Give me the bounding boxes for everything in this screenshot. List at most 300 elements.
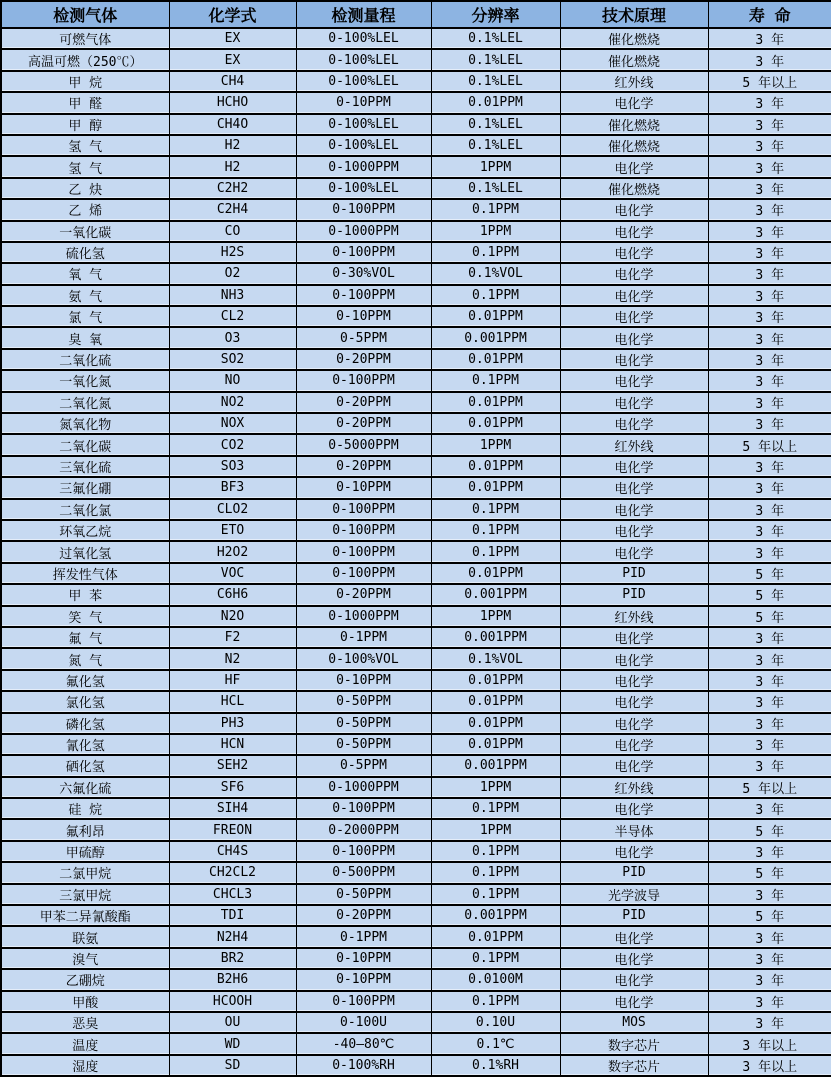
cell-detection-range: 0-50PPM (296, 734, 431, 755)
cell-detection-range: 0-100%VOL (296, 648, 431, 669)
cell-gas-name: 恶臭 (1, 1012, 169, 1033)
cell-chemical-formula: C6H6 (169, 584, 296, 605)
cell-chemical-formula: CH4 (169, 71, 296, 92)
table-row (1, 392, 831, 413)
cell-resolution: 0.1%LEL (431, 135, 560, 156)
table-row (1, 520, 831, 541)
cell-gas-name: 一氧化碳 (1, 221, 169, 242)
cell-lifespan: 3 年 (708, 28, 831, 49)
cell-technology: 电化学 (560, 370, 708, 391)
cell-gas-name: 硫化氢 (1, 242, 169, 263)
cell-gas-name: 二氧化氯 (1, 499, 169, 520)
cell-technology: 电化学 (560, 92, 708, 113)
cell-chemical-formula: H2 (169, 135, 296, 156)
cell-resolution: 0.1PPM (431, 520, 560, 541)
cell-gas-name: 过氧化氢 (1, 541, 169, 562)
table-row (1, 648, 831, 669)
cell-lifespan: 3 年 (708, 49, 831, 70)
table-row (1, 777, 831, 798)
table-row (1, 969, 831, 990)
cell-resolution: 0.1PPM (431, 242, 560, 263)
cell-technology: 电化学 (560, 627, 708, 648)
cell-chemical-formula: NO (169, 370, 296, 391)
cell-technology: 电化学 (560, 926, 708, 947)
cell-lifespan: 3 年 (708, 884, 831, 905)
cell-resolution: 0.1%VOL (431, 648, 560, 669)
cell-technology: 光学波导 (560, 884, 708, 905)
cell-technology: 电化学 (560, 541, 708, 562)
cell-lifespan: 3 年 (708, 156, 831, 177)
cell-technology: 红外线 (560, 71, 708, 92)
cell-chemical-formula: CO2 (169, 434, 296, 455)
cell-resolution: 0.1%LEL (431, 114, 560, 135)
cell-detection-range: 0-100PPM (296, 199, 431, 220)
cell-chemical-formula: N2H4 (169, 926, 296, 947)
table-body (1, 28, 831, 1076)
cell-gas-name: 二氧化硫 (1, 349, 169, 370)
table-row (1, 734, 831, 755)
cell-gas-name: 乙 炔 (1, 178, 169, 199)
cell-lifespan: 3 年 (708, 499, 831, 520)
cell-chemical-formula: N2 (169, 648, 296, 669)
cell-technology: 催化燃烧 (560, 135, 708, 156)
cell-lifespan: 3 年 (708, 477, 831, 498)
cell-gas-name: 温度 (1, 1033, 169, 1054)
cell-lifespan: 5 年 (708, 905, 831, 926)
cell-chemical-formula: CHCL3 (169, 884, 296, 905)
cell-technology: 电化学 (560, 456, 708, 477)
cell-detection-range: -40—80℃ (296, 1033, 431, 1054)
cell-gas-name: 三氟化硼 (1, 477, 169, 498)
cell-gas-name: 氟 气 (1, 627, 169, 648)
cell-gas-name: 氮氧化物 (1, 413, 169, 434)
cell-detection-range: 0-5PPM (296, 327, 431, 348)
cell-technology: 电化学 (560, 670, 708, 691)
cell-lifespan: 3 年 (708, 135, 831, 156)
cell-detection-range: 0-10PPM (296, 92, 431, 113)
cell-chemical-formula: HCHO (169, 92, 296, 113)
cell-chemical-formula: EX (169, 49, 296, 70)
cell-technology: 电化学 (560, 349, 708, 370)
cell-lifespan: 3 年 (708, 285, 831, 306)
cell-technology: 电化学 (560, 798, 708, 819)
table-row (1, 1012, 831, 1033)
cell-gas-name: 联氨 (1, 926, 169, 947)
table-row (1, 948, 831, 969)
cell-resolution: 0.1PPM (431, 991, 560, 1012)
table-row (1, 862, 831, 883)
cell-resolution: 0.1PPM (431, 370, 560, 391)
cell-chemical-formula: CH2CL2 (169, 862, 296, 883)
cell-gas-name: 氢 气 (1, 135, 169, 156)
cell-detection-range: 0-100%LEL (296, 114, 431, 135)
cell-detection-range: 0-10PPM (296, 670, 431, 691)
cell-detection-range: 0-1000PPM (296, 156, 431, 177)
table-row (1, 926, 831, 947)
cell-lifespan: 3 年以上 (708, 1055, 831, 1076)
cell-gas-name: 高温可燃（250℃） (1, 49, 169, 70)
cell-detection-range: 0-100PPM (296, 563, 431, 584)
cell-gas-name: 溴气 (1, 948, 169, 969)
cell-chemical-formula: BF3 (169, 477, 296, 498)
table-row (1, 199, 831, 220)
cell-technology: 电化学 (560, 413, 708, 434)
cell-resolution: 0.1%LEL (431, 178, 560, 199)
cell-lifespan: 3 年 (708, 691, 831, 712)
cell-detection-range: 0-100PPM (296, 285, 431, 306)
cell-detection-range: 0-10PPM (296, 948, 431, 969)
table-row (1, 670, 831, 691)
table-row (1, 541, 831, 562)
cell-technology: 数字芯片 (560, 1033, 708, 1054)
cell-detection-range: 0-100PPM (296, 499, 431, 520)
cell-gas-name: 笑 气 (1, 606, 169, 627)
cell-technology: 电化学 (560, 499, 708, 520)
cell-detection-range: 0-10PPM (296, 477, 431, 498)
cell-detection-range: 0-100%RH (296, 1055, 431, 1076)
cell-technology: 电化学 (560, 755, 708, 776)
table-row (1, 1055, 831, 1076)
cell-resolution: 0.01PPM (431, 392, 560, 413)
cell-chemical-formula: FREON (169, 819, 296, 840)
table-row (1, 156, 831, 177)
cell-resolution: 0.0100M (431, 969, 560, 990)
cell-gas-name: 氮 气 (1, 648, 169, 669)
cell-lifespan: 3 年 (708, 670, 831, 691)
cell-chemical-formula: HCL (169, 691, 296, 712)
cell-lifespan: 5 年以上 (708, 71, 831, 92)
cell-technology: PID (560, 905, 708, 926)
cell-technology: 电化学 (560, 713, 708, 734)
cell-resolution: 0.10U (431, 1012, 560, 1033)
cell-resolution: 0.01PPM (431, 306, 560, 327)
table-row (1, 691, 831, 712)
table-row (1, 991, 831, 1012)
cell-chemical-formula: B2H6 (169, 969, 296, 990)
cell-detection-range: 0-100%LEL (296, 178, 431, 199)
column-header-3: 分辨率 (431, 1, 560, 28)
cell-detection-range: 0-500PPM (296, 862, 431, 883)
cell-technology: 电化学 (560, 285, 708, 306)
cell-lifespan: 3 年 (708, 734, 831, 755)
cell-resolution: 0.01PPM (431, 456, 560, 477)
table-row (1, 263, 831, 284)
cell-lifespan: 5 年 (708, 606, 831, 627)
cell-chemical-formula: WD (169, 1033, 296, 1054)
cell-gas-name: 氯 气 (1, 306, 169, 327)
table-row (1, 884, 831, 905)
table-row (1, 841, 831, 862)
cell-detection-range: 0-100PPM (296, 541, 431, 562)
cell-detection-range: 0-100%LEL (296, 28, 431, 49)
cell-lifespan: 3 年 (708, 520, 831, 541)
cell-detection-range: 0-100%LEL (296, 135, 431, 156)
cell-lifespan: 3 年 (708, 541, 831, 562)
cell-lifespan: 5 年 (708, 862, 831, 883)
cell-detection-range: 0-100PPM (296, 370, 431, 391)
cell-detection-range: 0-1000PPM (296, 221, 431, 242)
cell-gas-name: 三氧化硫 (1, 456, 169, 477)
table-row (1, 819, 831, 840)
cell-gas-name: 甲 苯 (1, 584, 169, 605)
cell-technology: 电化学 (560, 221, 708, 242)
cell-chemical-formula: ETO (169, 520, 296, 541)
table-header (1, 1, 831, 28)
table-row (1, 370, 831, 391)
cell-chemical-formula: C2H4 (169, 199, 296, 220)
cell-chemical-formula: N2O (169, 606, 296, 627)
cell-chemical-formula: BR2 (169, 948, 296, 969)
cell-resolution: 0.1PPM (431, 541, 560, 562)
table-row (1, 114, 831, 135)
cell-chemical-formula: OU (169, 1012, 296, 1033)
cell-gas-name: 硒化氢 (1, 755, 169, 776)
cell-lifespan: 3 年 (708, 648, 831, 669)
table-row (1, 28, 831, 49)
cell-lifespan: 3 年 (708, 841, 831, 862)
cell-chemical-formula: PH3 (169, 713, 296, 734)
cell-lifespan: 3 年 (708, 456, 831, 477)
cell-technology: 电化学 (560, 263, 708, 284)
cell-chemical-formula: SD (169, 1055, 296, 1076)
cell-chemical-formula: H2O2 (169, 541, 296, 562)
table-row (1, 178, 831, 199)
cell-lifespan: 3 年 (708, 306, 831, 327)
cell-resolution: 0.001PPM (431, 627, 560, 648)
cell-lifespan: 3 年 (708, 991, 831, 1012)
cell-technology: 电化学 (560, 156, 708, 177)
table-row (1, 477, 831, 498)
cell-resolution: 0.1PPM (431, 499, 560, 520)
cell-detection-range: 0-100PPM (296, 991, 431, 1012)
cell-lifespan: 5 年 (708, 819, 831, 840)
cell-resolution: 0.001PPM (431, 327, 560, 348)
cell-gas-name: 氟利昂 (1, 819, 169, 840)
cell-gas-name: 三氯甲烷 (1, 884, 169, 905)
cell-chemical-formula: SF6 (169, 777, 296, 798)
cell-technology: 红外线 (560, 434, 708, 455)
cell-detection-range: 0-2000PPM (296, 819, 431, 840)
cell-technology: 电化学 (560, 691, 708, 712)
cell-resolution: 0.1%RH (431, 1055, 560, 1076)
cell-lifespan: 3 年 (708, 798, 831, 819)
cell-resolution: 0.01PPM (431, 563, 560, 584)
cell-lifespan: 5 年以上 (708, 434, 831, 455)
cell-lifespan: 3 年 (708, 926, 831, 947)
cell-resolution: 1PPM (431, 434, 560, 455)
cell-technology: 催化燃烧 (560, 28, 708, 49)
cell-resolution: 0.01PPM (431, 713, 560, 734)
cell-resolution: 0.001PPM (431, 584, 560, 605)
cell-chemical-formula: HF (169, 670, 296, 691)
cell-resolution: 0.01PPM (431, 349, 560, 370)
cell-gas-name: 甲酸 (1, 991, 169, 1012)
cell-detection-range: 0-100U (296, 1012, 431, 1033)
table-row (1, 456, 831, 477)
cell-resolution: 0.1%LEL (431, 28, 560, 49)
cell-technology: 电化学 (560, 327, 708, 348)
cell-lifespan: 3 年 (708, 263, 831, 284)
cell-technology: PID (560, 862, 708, 883)
cell-resolution: 0.1%LEL (431, 71, 560, 92)
cell-chemical-formula: EX (169, 28, 296, 49)
table-row (1, 221, 831, 242)
cell-detection-range: 0-50PPM (296, 884, 431, 905)
cell-lifespan: 3 年 (708, 370, 831, 391)
cell-lifespan: 5 年以上 (708, 777, 831, 798)
cell-resolution: 0.001PPM (431, 755, 560, 776)
cell-gas-name: 甲苯二异氰酸酯 (1, 905, 169, 926)
cell-technology: 电化学 (560, 969, 708, 990)
cell-detection-range: 0-100%LEL (296, 71, 431, 92)
cell-chemical-formula: O3 (169, 327, 296, 348)
cell-gas-name: 甲 醇 (1, 114, 169, 135)
cell-resolution: 0.01PPM (431, 670, 560, 691)
table-row (1, 285, 831, 306)
cell-resolution: 0.1%LEL (431, 49, 560, 70)
cell-resolution: 0.1PPM (431, 948, 560, 969)
cell-detection-range: 0-20PPM (296, 413, 431, 434)
cell-technology: PID (560, 563, 708, 584)
cell-resolution: 0.01PPM (431, 477, 560, 498)
cell-chemical-formula: NH3 (169, 285, 296, 306)
table-row (1, 92, 831, 113)
cell-chemical-formula: HCN (169, 734, 296, 755)
table-row (1, 798, 831, 819)
cell-resolution: 1PPM (431, 777, 560, 798)
cell-chemical-formula: O2 (169, 263, 296, 284)
cell-resolution: 1PPM (431, 156, 560, 177)
cell-chemical-formula: CO (169, 221, 296, 242)
cell-gas-name: 二氧化碳 (1, 434, 169, 455)
table-row (1, 49, 831, 70)
table-row (1, 584, 831, 605)
table-row (1, 499, 831, 520)
cell-detection-range: 0-1PPM (296, 926, 431, 947)
cell-technology: 电化学 (560, 306, 708, 327)
cell-chemical-formula: NOX (169, 413, 296, 434)
cell-gas-name: 环氧乙烷 (1, 520, 169, 541)
cell-detection-range: 0-100%LEL (296, 49, 431, 70)
cell-technology: 电化学 (560, 392, 708, 413)
cell-gas-name: 六氟化硫 (1, 777, 169, 798)
cell-lifespan: 3 年 (708, 349, 831, 370)
cell-technology: 电化学 (560, 242, 708, 263)
cell-gas-name: 乙 烯 (1, 199, 169, 220)
cell-gas-name: 甲硫醇 (1, 841, 169, 862)
cell-resolution: 0.1%VOL (431, 263, 560, 284)
cell-detection-range: 0-100PPM (296, 520, 431, 541)
cell-detection-range: 0-100PPM (296, 798, 431, 819)
cell-gas-name: 一氧化氮 (1, 370, 169, 391)
table-row (1, 606, 831, 627)
cell-chemical-formula: H2S (169, 242, 296, 263)
cell-detection-range: 0-20PPM (296, 905, 431, 926)
table-row (1, 1033, 831, 1054)
cell-technology: 数字芯片 (560, 1055, 708, 1076)
column-header-2: 检测量程 (296, 1, 431, 28)
cell-chemical-formula: CH4S (169, 841, 296, 862)
cell-gas-name: 氢 气 (1, 156, 169, 177)
column-header-5: 寿 命 (708, 1, 831, 28)
column-header-1: 化学式 (169, 1, 296, 28)
cell-resolution: 0.1PPM (431, 884, 560, 905)
cell-chemical-formula: TDI (169, 905, 296, 926)
cell-resolution: 0.1PPM (431, 798, 560, 819)
table-row (1, 755, 831, 776)
cell-technology: 红外线 (560, 606, 708, 627)
cell-lifespan: 3 年 (708, 242, 831, 263)
column-header-4: 技术原理 (560, 1, 708, 28)
cell-resolution: 1PPM (431, 221, 560, 242)
cell-chemical-formula: CL2 (169, 306, 296, 327)
cell-detection-range: 0-1PPM (296, 627, 431, 648)
cell-lifespan: 3 年 (708, 969, 831, 990)
cell-technology: 红外线 (560, 777, 708, 798)
cell-chemical-formula: SIH4 (169, 798, 296, 819)
cell-detection-range: 0-5PPM (296, 755, 431, 776)
cell-gas-name: 硅 烷 (1, 798, 169, 819)
cell-gas-name: 臭 氧 (1, 327, 169, 348)
table-row (1, 563, 831, 584)
table-row (1, 627, 831, 648)
cell-chemical-formula: HCOOH (169, 991, 296, 1012)
cell-lifespan: 3 年 (708, 627, 831, 648)
cell-lifespan: 3 年 (708, 221, 831, 242)
cell-lifespan: 3 年 (708, 413, 831, 434)
cell-resolution: 1PPM (431, 819, 560, 840)
cell-chemical-formula: SO3 (169, 456, 296, 477)
cell-resolution: 0.01PPM (431, 413, 560, 434)
cell-gas-name: 二氯甲烷 (1, 862, 169, 883)
cell-gas-name: 乙硼烷 (1, 969, 169, 990)
cell-lifespan: 3 年 (708, 92, 831, 113)
cell-resolution: 0.01PPM (431, 92, 560, 113)
cell-technology: MOS (560, 1012, 708, 1033)
cell-gas-name: 二氧化氮 (1, 392, 169, 413)
cell-gas-name: 氧 气 (1, 263, 169, 284)
cell-detection-range: 0-100PPM (296, 841, 431, 862)
table-row (1, 327, 831, 348)
cell-detection-range: 0-1000PPM (296, 777, 431, 798)
cell-technology: 电化学 (560, 734, 708, 755)
cell-gas-name: 甲 醛 (1, 92, 169, 113)
cell-gas-name: 氟化氢 (1, 670, 169, 691)
cell-detection-range: 0-50PPM (296, 713, 431, 734)
header-row (1, 1, 831, 28)
cell-detection-range: 0-20PPM (296, 456, 431, 477)
cell-technology: 半导体 (560, 819, 708, 840)
cell-gas-name: 氨 气 (1, 285, 169, 306)
table-row (1, 242, 831, 263)
table-row (1, 413, 831, 434)
cell-resolution: 0.1PPM (431, 862, 560, 883)
cell-lifespan: 5 年 (708, 563, 831, 584)
cell-technology: 催化燃烧 (560, 178, 708, 199)
cell-resolution: 0.1PPM (431, 841, 560, 862)
cell-resolution: 0.01PPM (431, 691, 560, 712)
cell-lifespan: 3 年 (708, 392, 831, 413)
cell-detection-range: 0-30%VOL (296, 263, 431, 284)
cell-resolution: 0.01PPM (431, 734, 560, 755)
cell-resolution: 0.1PPM (431, 199, 560, 220)
cell-chemical-formula: SEH2 (169, 755, 296, 776)
cell-detection-range: 0-20PPM (296, 584, 431, 605)
cell-detection-range: 0-5000PPM (296, 434, 431, 455)
cell-detection-range: 0-20PPM (296, 392, 431, 413)
cell-technology: 电化学 (560, 948, 708, 969)
cell-detection-range: 0-100PPM (296, 242, 431, 263)
